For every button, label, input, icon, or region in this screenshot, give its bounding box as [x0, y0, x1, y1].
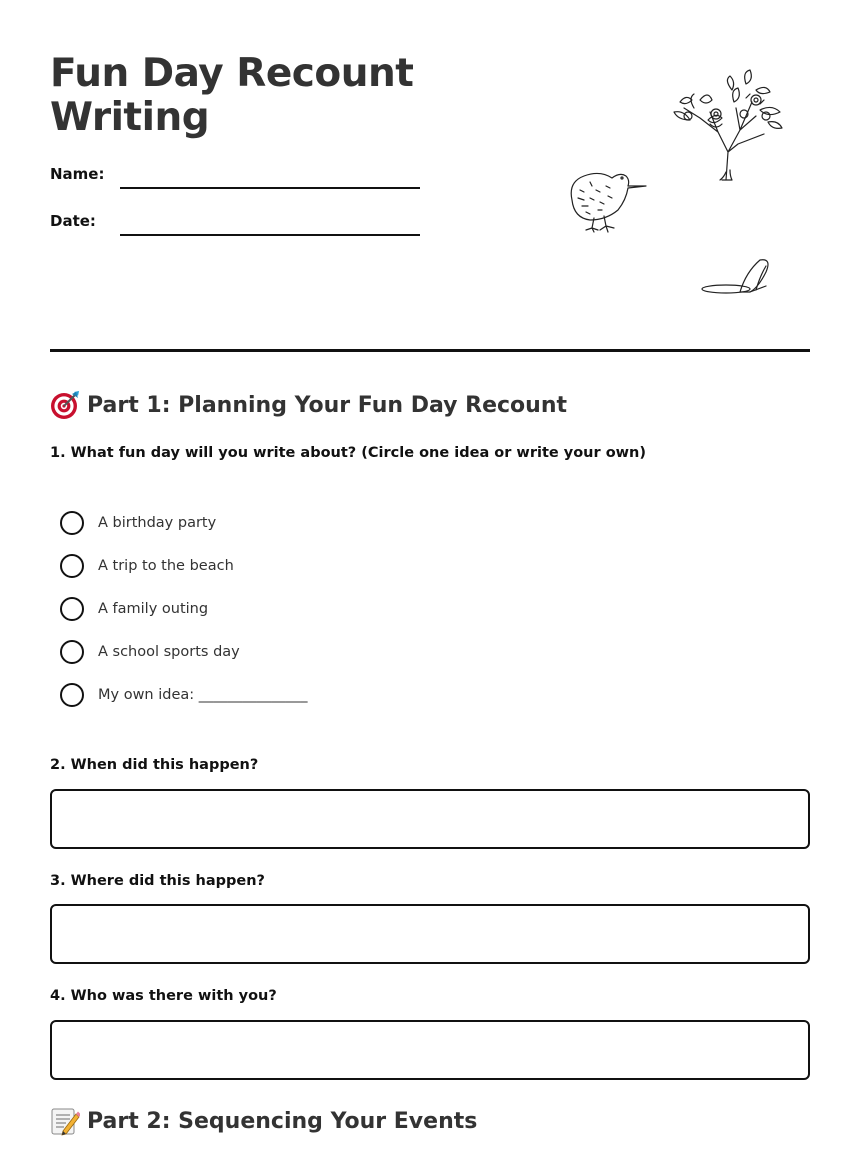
header-divider [50, 349, 810, 352]
option-circle[interactable] [60, 511, 84, 535]
title-line-1: Fun Day Recount [50, 51, 414, 96]
part1-heading-text: Part 1: Planning Your Fun Day Recount [87, 392, 568, 418]
option-circle[interactable] [60, 597, 84, 621]
option-label: A school sports day [98, 644, 240, 660]
option-circle[interactable] [60, 640, 84, 664]
option-circle[interactable] [60, 683, 84, 707]
memo-pencil-icon [50, 1106, 80, 1136]
date-line[interactable] [120, 234, 420, 236]
kiwi-bird-icon [571, 173, 646, 232]
option-label: A family outing [98, 601, 209, 617]
question-4: 4. Who was there with you? [50, 988, 277, 1004]
name-line[interactable] [120, 187, 420, 189]
part2-heading-text: Part 2: Sequencing Your Events [87, 1108, 478, 1134]
part1-heading [50, 390, 567, 420]
option-trip-to-beach[interactable] [60, 553, 234, 579]
option-label: A birthday party [98, 515, 217, 531]
option-own-idea[interactable] [60, 682, 308, 708]
option-family-outing[interactable] [60, 596, 208, 622]
target-icon [50, 390, 80, 420]
tree-icon [674, 70, 782, 180]
option-circle[interactable] [60, 554, 84, 578]
header-illustrations [560, 60, 800, 310]
answer-box-who[interactable] [50, 1020, 810, 1080]
option-label: A trip to the beach [98, 558, 234, 574]
answer-box-when[interactable] [50, 789, 810, 849]
name-label: Name: [50, 165, 105, 183]
answer-box-where[interactable] [50, 904, 810, 964]
option-label: My own idea: _______________ [98, 687, 308, 703]
option-school-sports-day[interactable] [60, 639, 240, 665]
question-3: 3. Where did this happen? [50, 873, 265, 889]
option-birthday-party[interactable] [60, 510, 216, 536]
question-1: 1. What fun day will you write about? (Circle one idea or write your own) [50, 445, 647, 461]
part2-heading [50, 1106, 477, 1136]
worksheet-title [50, 52, 470, 140]
surfboard-icon [702, 260, 768, 293]
date-label: Date: [50, 212, 96, 230]
title-line-2: Writing [50, 95, 210, 140]
question-2: 2. When did this happen? [50, 757, 259, 773]
